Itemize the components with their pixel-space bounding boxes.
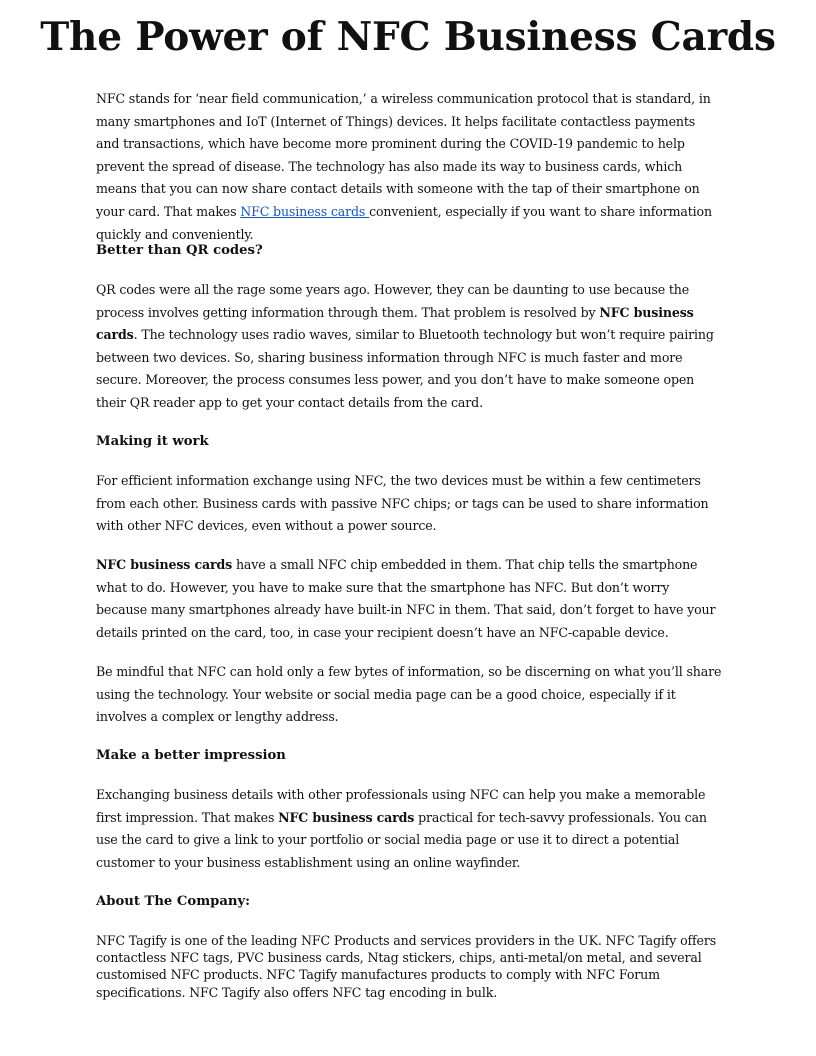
qr-text-end: . The technology uses radio waves, similar to Bluetooth technology but won’t require pairing between two devices. So, sharing business information through NFC is much faster and more secure. Moreover, the process consumes less power, and you don’t have to make someone open their QR reader app to get your contact details from the card.	[96, 327, 714, 410]
work-paragraph-2	[96, 554, 722, 644]
qr-paragraph	[96, 279, 722, 415]
work-text: have a small NFC chip embedded in them. That chip tells the smartphone what to do. However, you have to make sure that the smartphone has NFC. But don’t worry because many smartphones already have built-in NFC in them. That said, don’t forget to have your details printed on the card, too, in case your recipient doesn’t have an NFC-capable device.	[96, 557, 716, 640]
heading-better-impression: Make a better impression	[96, 748, 286, 763]
company-paragraph: NFC Tagify is one of the leading NFC Products and services providers in the UK. NFC Tagify offers contactless NFC tags, PVC business cards, Ntag stickers, chips, anti-metal/on metal, and several customised NFC products. NFC Tagify manufactures products to comply with NFC Forum specifications. NFC Tagify also offers NFC tag encoding in bulk.	[96, 933, 717, 1000]
work-bold-term: NFC business cards	[96, 557, 233, 572]
impression-text: Exchanging business details with other professionals using NFC can help you make a memorable first impression. That makes	[96, 787, 706, 825]
heading-making-it-work: Making it work	[96, 434, 209, 449]
work-paragraph-3: Be mindful that NFC can hold only a few bytes of information, so be discerning on what you’ll share using the technology. Your website or social media page can be a good choice, especially if it involves a complex or lengthy address.	[96, 664, 722, 725]
intro-paragraph	[96, 88, 722, 246]
heading-better-than-qr: Better than QR codes?	[96, 243, 263, 258]
qr-bold-term: NFC business cards	[96, 304, 694, 343]
qr-text: QR codes were all the rage some years ago. However, they can be daunting to use because the process involves getting information through them. That problem is resolved by	[96, 282, 690, 320]
impression-bold-term: NFC business cards	[278, 809, 415, 825]
impression-text-end: practical for tech-savvy professionals. You can use the card to give a link to your portfolio or social media page or use it to direct a potential customer to your business establishment using an online wayfinder.	[96, 809, 707, 870]
page-title: The Power of NFC Business Cards	[40, 14, 776, 60]
impression-paragraph	[96, 784, 722, 874]
heading-about-company: About The Company:	[96, 894, 251, 909]
nfc-business-cards-link[interactable]: NFC business cards	[240, 203, 370, 219]
intro-text: NFC stands for ‘near field communication,’ a wireless communication protocol that is standard, in many smartphones and IoT (Internet of Things) devices. It helps facilitate contactless payments and transactions, which have become more prominent during the COVID-19 pandemic to help prevent the spread of disease. The technology has also made its way to business cards, which means that you can now share contact details with someone with the tap of their smartphone on your card. That makes	[96, 91, 711, 219]
intro-text-end: convenient, especially if you want to share information quickly and conveniently.	[96, 203, 712, 242]
work-paragraph-1: For efficient information exchange using NFC, the two devices must be within a few centimeters from each other. Business cards with passive NFC chips; or tags can be used to share information with other NFC devices, even without a power source.	[96, 473, 709, 534]
